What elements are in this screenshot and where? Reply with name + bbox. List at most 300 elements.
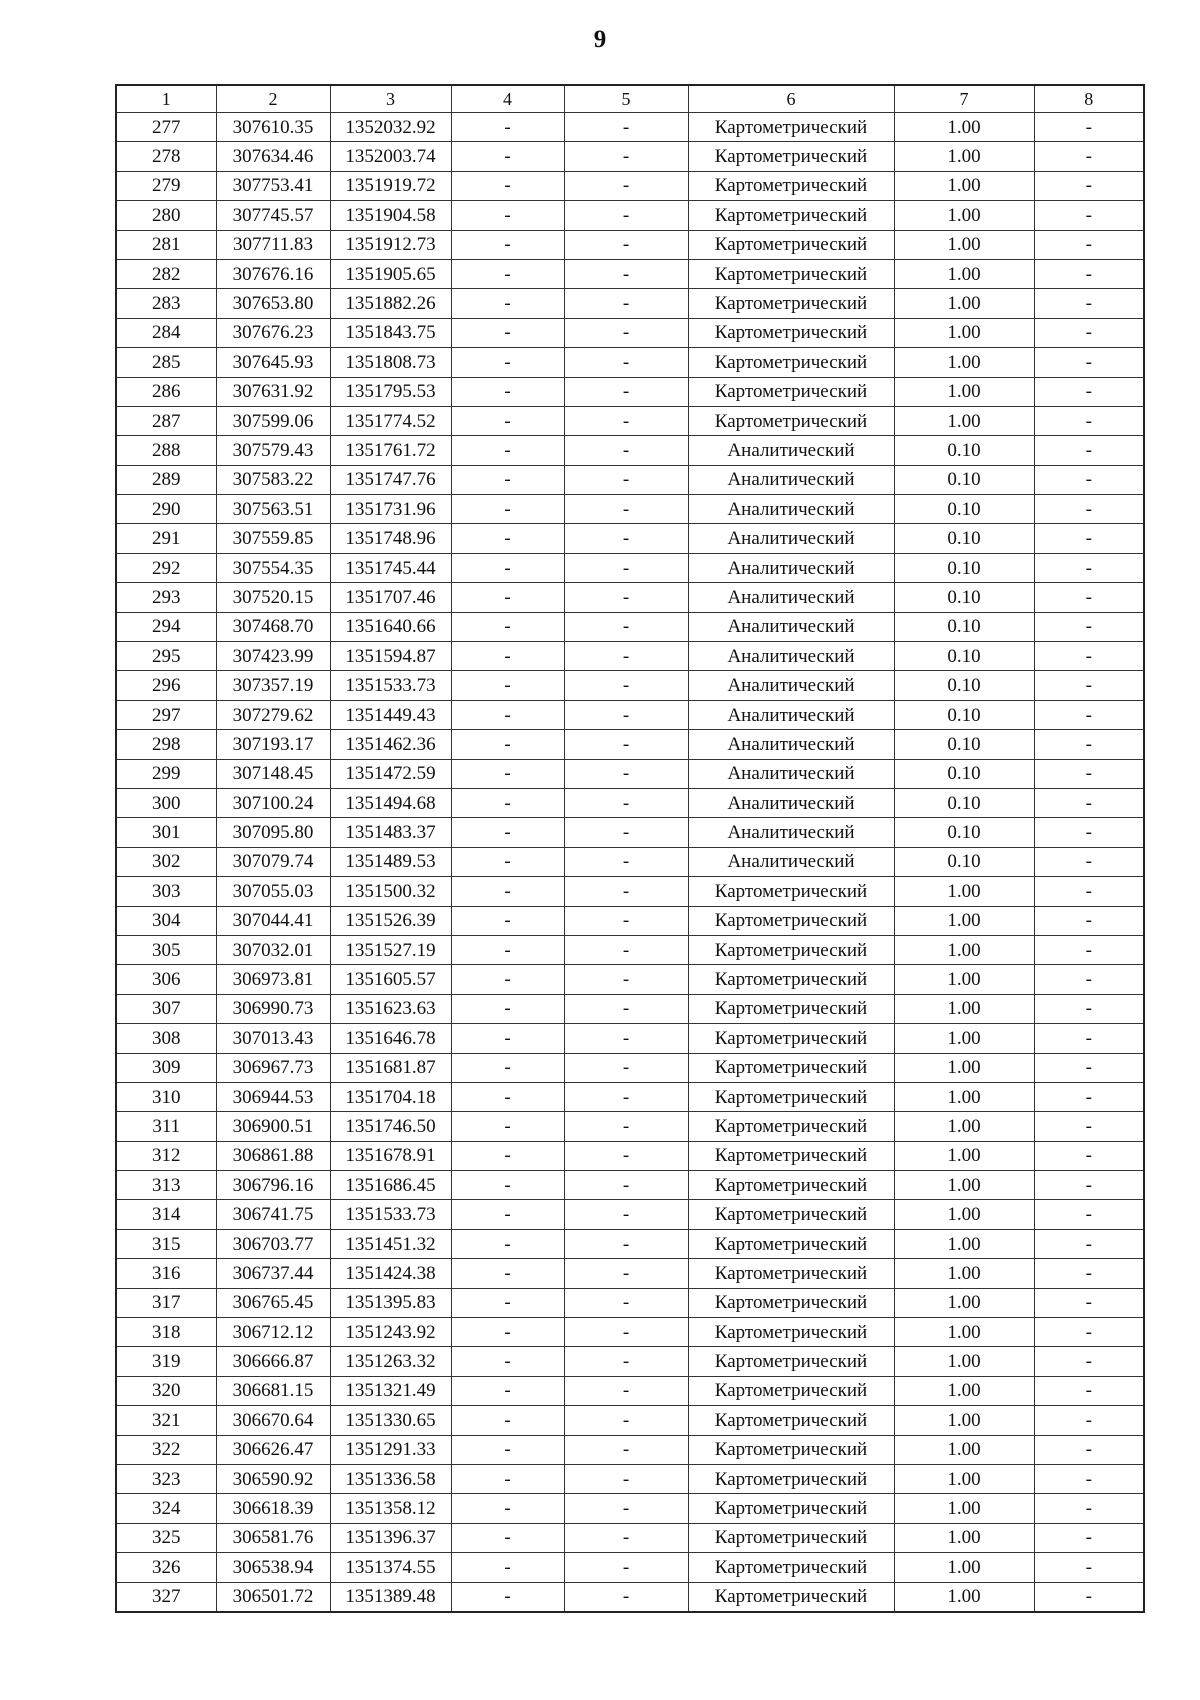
column-4-cell: - — [451, 524, 564, 553]
column-4-cell: - — [451, 1259, 564, 1288]
method-cell: Картометрический — [688, 1053, 894, 1082]
y-coordinate-cell: 1351904.58 — [330, 201, 451, 230]
y-coordinate-cell: 1351774.52 — [330, 406, 451, 435]
accuracy-cell: 1.00 — [894, 171, 1034, 200]
method-cell: Аналитический — [688, 700, 894, 729]
y-coordinate-cell: 1351321.49 — [330, 1376, 451, 1405]
point-number-cell: 278 — [116, 142, 216, 171]
point-number-cell: 291 — [116, 524, 216, 553]
column-4-cell: - — [451, 642, 564, 671]
accuracy-cell: 0.10 — [894, 788, 1034, 817]
y-coordinate-cell: 1351678.91 — [330, 1141, 451, 1170]
accuracy-cell: 1.00 — [894, 1053, 1034, 1082]
column-5-cell: - — [564, 318, 688, 347]
y-coordinate-cell: 1351483.37 — [330, 818, 451, 847]
y-coordinate-cell: 1351905.65 — [330, 259, 451, 288]
method-cell: Аналитический — [688, 671, 894, 700]
table-row — [116, 1259, 1144, 1288]
column-8-cell: - — [1034, 1288, 1144, 1317]
table-row — [116, 406, 1144, 435]
column-5-cell: - — [564, 348, 688, 377]
method-cell: Картометрический — [688, 1024, 894, 1053]
table-row — [116, 201, 1144, 230]
table-row — [116, 994, 1144, 1023]
table-row — [116, 935, 1144, 964]
point-number-cell: 323 — [116, 1464, 216, 1493]
y-coordinate-cell: 1351396.37 — [330, 1523, 451, 1552]
table-body — [116, 113, 1144, 1612]
column-8-cell: - — [1034, 1523, 1144, 1552]
y-coordinate-cell: 1351795.53 — [330, 377, 451, 406]
column-4-cell: - — [451, 1347, 564, 1376]
column-5-cell: - — [564, 1347, 688, 1376]
page-number: 9 — [593, 26, 607, 53]
y-coordinate-cell: 1351243.92 — [330, 1318, 451, 1347]
column-4-cell: - — [451, 1406, 564, 1435]
accuracy-cell: 1.00 — [894, 1435, 1034, 1464]
column-8-cell: - — [1034, 113, 1144, 142]
column-5-cell: - — [564, 436, 688, 465]
x-coordinate-cell: 306703.77 — [216, 1229, 330, 1258]
x-coordinate-cell: 307032.01 — [216, 935, 330, 964]
point-number-cell: 322 — [116, 1435, 216, 1464]
column-5-cell: - — [564, 1141, 688, 1170]
method-cell: Аналитический — [688, 759, 894, 788]
column-8-cell: - — [1034, 1053, 1144, 1082]
point-number-cell: 311 — [116, 1112, 216, 1141]
table-row — [116, 465, 1144, 494]
column-5-cell: - — [564, 1112, 688, 1141]
point-number-cell: 316 — [116, 1259, 216, 1288]
accuracy-cell: 1.00 — [894, 1024, 1034, 1053]
column-5-cell: - — [564, 1435, 688, 1464]
x-coordinate-cell: 306944.53 — [216, 1082, 330, 1111]
point-number-cell: 289 — [116, 465, 216, 494]
accuracy-cell: 0.10 — [894, 847, 1034, 876]
column-8-cell: - — [1034, 1464, 1144, 1493]
table-row — [116, 759, 1144, 788]
point-number-cell: 283 — [116, 289, 216, 318]
y-coordinate-cell: 1351533.73 — [330, 1200, 451, 1229]
column-8-cell: - — [1034, 847, 1144, 876]
column-5-cell: - — [564, 171, 688, 200]
point-number-cell: 296 — [116, 671, 216, 700]
column-5-cell: - — [564, 377, 688, 406]
method-cell: Картометрический — [688, 230, 894, 259]
y-coordinate-cell: 1351424.38 — [330, 1259, 451, 1288]
column-5-cell: - — [564, 524, 688, 553]
point-number-cell: 290 — [116, 495, 216, 524]
column-5-cell: - — [564, 1376, 688, 1405]
method-cell: Картометрический — [688, 1347, 894, 1376]
column-4-cell: - — [451, 465, 564, 494]
y-coordinate-cell: 1351389.48 — [330, 1582, 451, 1612]
column-8-cell: - — [1034, 230, 1144, 259]
method-cell: Картометрический — [688, 906, 894, 935]
point-number-cell: 301 — [116, 818, 216, 847]
method-cell: Аналитический — [688, 612, 894, 641]
accuracy-cell: 1.00 — [894, 201, 1034, 230]
x-coordinate-cell: 307100.24 — [216, 788, 330, 817]
method-cell: Картометрический — [688, 1582, 894, 1612]
column-5-cell: - — [564, 1229, 688, 1258]
method-cell: Картометрический — [688, 1523, 894, 1552]
accuracy-cell: 1.00 — [894, 1523, 1034, 1552]
accuracy-cell: 1.00 — [894, 994, 1034, 1023]
method-cell: Аналитический — [688, 642, 894, 671]
table-row — [116, 612, 1144, 641]
point-number-cell: 302 — [116, 847, 216, 876]
column-header-2: 2 — [216, 85, 330, 113]
column-4-cell: - — [451, 289, 564, 318]
table-row — [116, 1435, 1144, 1464]
column-4-cell: - — [451, 1318, 564, 1347]
x-coordinate-cell: 306765.45 — [216, 1288, 330, 1317]
column-4-cell: - — [451, 377, 564, 406]
column-5-cell: - — [564, 259, 688, 288]
method-cell: Аналитический — [688, 524, 894, 553]
column-4-cell: - — [451, 1171, 564, 1200]
accuracy-cell: 0.10 — [894, 436, 1034, 465]
point-number-cell: 300 — [116, 788, 216, 817]
method-cell: Картометрический — [688, 1435, 894, 1464]
x-coordinate-cell: 307079.74 — [216, 847, 330, 876]
method-cell: Картометрический — [688, 348, 894, 377]
table-row — [116, 1288, 1144, 1317]
column-8-cell: - — [1034, 142, 1144, 171]
column-8-cell: - — [1034, 906, 1144, 935]
column-5-cell: - — [564, 1082, 688, 1111]
point-number-cell: 292 — [116, 553, 216, 582]
method-cell: Картометрический — [688, 965, 894, 994]
table-row — [116, 524, 1144, 553]
method-cell: Картометрический — [688, 1406, 894, 1435]
method-cell: Аналитический — [688, 436, 894, 465]
column-8-cell: - — [1034, 1406, 1144, 1435]
column-5-cell: - — [564, 1171, 688, 1200]
accuracy-cell: 1.00 — [894, 1464, 1034, 1493]
table-header-row — [116, 85, 1144, 113]
method-cell: Картометрический — [688, 1200, 894, 1229]
column-4-cell: - — [451, 230, 564, 259]
y-coordinate-cell: 1351704.18 — [330, 1082, 451, 1111]
x-coordinate-cell: 307520.15 — [216, 583, 330, 612]
y-coordinate-cell: 1351747.76 — [330, 465, 451, 494]
y-coordinate-cell: 1351646.78 — [330, 1024, 451, 1053]
accuracy-cell: 1.00 — [894, 1082, 1034, 1111]
y-coordinate-cell: 1351605.57 — [330, 965, 451, 994]
column-header-1: 1 — [116, 85, 216, 113]
y-coordinate-cell: 1351594.87 — [330, 642, 451, 671]
column-4-cell: - — [451, 406, 564, 435]
y-coordinate-cell: 1351330.65 — [330, 1406, 451, 1435]
column-8-cell: - — [1034, 1376, 1144, 1405]
x-coordinate-cell: 307193.17 — [216, 730, 330, 759]
accuracy-cell: 0.10 — [894, 700, 1034, 729]
accuracy-cell: 0.10 — [894, 730, 1034, 759]
method-cell: Картометрический — [688, 1494, 894, 1523]
column-4-cell: - — [451, 171, 564, 200]
column-header-7: 7 — [894, 85, 1034, 113]
column-4-cell: - — [451, 1376, 564, 1405]
column-4-cell: - — [451, 1288, 564, 1317]
y-coordinate-cell: 1351843.75 — [330, 318, 451, 347]
column-4-cell: - — [451, 1523, 564, 1552]
column-8-cell: - — [1034, 1112, 1144, 1141]
column-4-cell: - — [451, 788, 564, 817]
point-number-cell: 295 — [116, 642, 216, 671]
method-cell: Картометрический — [688, 1318, 894, 1347]
column-4-cell: - — [451, 965, 564, 994]
x-coordinate-cell: 307631.92 — [216, 377, 330, 406]
method-cell: Картометрический — [688, 171, 894, 200]
y-coordinate-cell: 1351919.72 — [330, 171, 451, 200]
column-5-cell: - — [564, 142, 688, 171]
point-number-cell: 282 — [116, 259, 216, 288]
column-8-cell: - — [1034, 877, 1144, 906]
point-number-cell: 310 — [116, 1082, 216, 1111]
point-number-cell: 284 — [116, 318, 216, 347]
y-coordinate-cell: 1351451.32 — [330, 1229, 451, 1258]
table-row — [116, 1553, 1144, 1582]
y-coordinate-cell: 1351291.33 — [330, 1435, 451, 1464]
point-number-cell: 285 — [116, 348, 216, 377]
column-5-cell: - — [564, 1318, 688, 1347]
column-4-cell: - — [451, 1112, 564, 1141]
column-5-cell: - — [564, 994, 688, 1023]
column-8-cell: - — [1034, 1141, 1144, 1170]
accuracy-cell: 1.00 — [894, 406, 1034, 435]
point-number-cell: 306 — [116, 965, 216, 994]
point-number-cell: 320 — [116, 1376, 216, 1405]
x-coordinate-cell: 306670.64 — [216, 1406, 330, 1435]
point-number-cell: 277 — [116, 113, 216, 142]
method-cell: Картометрический — [688, 877, 894, 906]
x-coordinate-cell: 307634.46 — [216, 142, 330, 171]
accuracy-cell: 1.00 — [894, 935, 1034, 964]
column-8-cell: - — [1034, 642, 1144, 671]
x-coordinate-cell: 306618.39 — [216, 1494, 330, 1523]
x-coordinate-cell: 307468.70 — [216, 612, 330, 641]
column-8-cell: - — [1034, 1494, 1144, 1523]
x-coordinate-cell: 306967.73 — [216, 1053, 330, 1082]
method-cell: Аналитический — [688, 788, 894, 817]
accuracy-cell: 1.00 — [894, 289, 1034, 318]
method-cell: Аналитический — [688, 583, 894, 612]
column-header-5: 5 — [564, 85, 688, 113]
table-row — [116, 1464, 1144, 1493]
y-coordinate-cell: 1351882.26 — [330, 289, 451, 318]
table-row — [116, 788, 1144, 817]
column-8-cell: - — [1034, 1553, 1144, 1582]
table-row — [116, 965, 1144, 994]
column-4-cell: - — [451, 730, 564, 759]
accuracy-cell: 0.10 — [894, 465, 1034, 494]
table-row — [116, 1347, 1144, 1376]
column-5-cell: - — [564, 1523, 688, 1552]
column-5-cell: - — [564, 788, 688, 817]
column-5-cell: - — [564, 671, 688, 700]
accuracy-cell: 1.00 — [894, 1406, 1034, 1435]
x-coordinate-cell: 307745.57 — [216, 201, 330, 230]
x-coordinate-cell: 307559.85 — [216, 524, 330, 553]
x-coordinate-cell: 307055.03 — [216, 877, 330, 906]
column-8-cell: - — [1034, 1259, 1144, 1288]
column-header-8: 8 — [1034, 85, 1144, 113]
y-coordinate-cell: 1351489.53 — [330, 847, 451, 876]
column-4-cell: - — [451, 113, 564, 142]
column-4-cell: - — [451, 847, 564, 876]
x-coordinate-cell: 307279.62 — [216, 700, 330, 729]
point-number-cell: 326 — [116, 1553, 216, 1582]
column-4-cell: - — [451, 318, 564, 347]
method-cell: Картометрический — [688, 1259, 894, 1288]
method-cell: Картометрический — [688, 289, 894, 318]
column-5-cell: - — [564, 289, 688, 318]
column-4-cell: - — [451, 906, 564, 935]
accuracy-cell: 1.00 — [894, 1171, 1034, 1200]
accuracy-cell: 1.00 — [894, 1318, 1034, 1347]
column-8-cell: - — [1034, 994, 1144, 1023]
point-number-cell: 308 — [116, 1024, 216, 1053]
method-cell: Картометрический — [688, 1141, 894, 1170]
point-number-cell: 304 — [116, 906, 216, 935]
y-coordinate-cell: 1351494.68 — [330, 788, 451, 817]
table-row — [116, 1406, 1144, 1435]
x-coordinate-cell: 307563.51 — [216, 495, 330, 524]
accuracy-cell: 1.00 — [894, 1200, 1034, 1229]
accuracy-cell: 1.00 — [894, 1288, 1034, 1317]
column-header-6: 6 — [688, 85, 894, 113]
y-coordinate-cell: 1351748.96 — [330, 524, 451, 553]
y-coordinate-cell: 1351374.55 — [330, 1553, 451, 1582]
column-8-cell: - — [1034, 1347, 1144, 1376]
method-cell: Аналитический — [688, 495, 894, 524]
column-4-cell: - — [451, 1024, 564, 1053]
method-cell: Картометрический — [688, 935, 894, 964]
method-cell: Картометрический — [688, 113, 894, 142]
point-number-cell: 318 — [116, 1318, 216, 1347]
column-5-cell: - — [564, 700, 688, 729]
y-coordinate-cell: 1351527.19 — [330, 935, 451, 964]
column-8-cell: - — [1034, 1435, 1144, 1464]
method-cell: Картометрический — [688, 201, 894, 230]
y-coordinate-cell: 1351761.72 — [330, 436, 451, 465]
point-number-cell: 294 — [116, 612, 216, 641]
y-coordinate-cell: 1351500.32 — [330, 877, 451, 906]
method-cell: Картометрический — [688, 318, 894, 347]
column-8-cell: - — [1034, 259, 1144, 288]
x-coordinate-cell: 307357.19 — [216, 671, 330, 700]
y-coordinate-cell: 1351472.59 — [330, 759, 451, 788]
point-number-cell: 303 — [116, 877, 216, 906]
x-coordinate-cell: 307148.45 — [216, 759, 330, 788]
accuracy-cell: 0.10 — [894, 818, 1034, 847]
accuracy-cell: 1.00 — [894, 259, 1034, 288]
table-row — [116, 348, 1144, 377]
table-row — [116, 318, 1144, 347]
x-coordinate-cell: 306681.15 — [216, 1376, 330, 1405]
point-number-cell: 299 — [116, 759, 216, 788]
point-number-cell: 279 — [116, 171, 216, 200]
x-coordinate-cell: 307753.41 — [216, 171, 330, 200]
column-8-cell: - — [1034, 377, 1144, 406]
column-4-cell: - — [451, 142, 564, 171]
column-8-cell: - — [1034, 965, 1144, 994]
column-4-cell: - — [451, 994, 564, 1023]
accuracy-cell: 1.00 — [894, 230, 1034, 259]
point-number-cell: 309 — [116, 1053, 216, 1082]
accuracy-cell: 1.00 — [894, 1553, 1034, 1582]
method-cell: Картометрический — [688, 1288, 894, 1317]
column-5-cell: - — [564, 1259, 688, 1288]
method-cell: Картометрический — [688, 406, 894, 435]
x-coordinate-cell: 307711.83 — [216, 230, 330, 259]
y-coordinate-cell: 1351358.12 — [330, 1494, 451, 1523]
column-4-cell: - — [451, 1141, 564, 1170]
table-row — [116, 377, 1144, 406]
y-coordinate-cell: 1351462.36 — [330, 730, 451, 759]
column-8-cell: - — [1034, 406, 1144, 435]
method-cell: Аналитический — [688, 847, 894, 876]
table-row — [116, 671, 1144, 700]
column-8-cell: - — [1034, 495, 1144, 524]
x-coordinate-cell: 307095.80 — [216, 818, 330, 847]
column-8-cell: - — [1034, 171, 1144, 200]
accuracy-cell: 1.00 — [894, 113, 1034, 142]
column-4-cell: - — [451, 612, 564, 641]
table-row — [116, 1053, 1144, 1082]
x-coordinate-cell: 307599.06 — [216, 406, 330, 435]
accuracy-cell: 1.00 — [894, 142, 1034, 171]
table-row — [116, 1082, 1144, 1111]
column-8-cell: - — [1034, 759, 1144, 788]
column-4-cell: - — [451, 700, 564, 729]
column-5-cell: - — [564, 965, 688, 994]
point-number-cell: 325 — [116, 1523, 216, 1552]
column-5-cell: - — [564, 730, 688, 759]
y-coordinate-cell: 1351640.66 — [330, 612, 451, 641]
column-8-cell: - — [1034, 700, 1144, 729]
x-coordinate-cell: 306712.12 — [216, 1318, 330, 1347]
column-8-cell: - — [1034, 1082, 1144, 1111]
column-5-cell: - — [564, 553, 688, 582]
column-8-cell: - — [1034, 524, 1144, 553]
column-4-cell: - — [451, 671, 564, 700]
column-8-cell: - — [1034, 436, 1144, 465]
y-coordinate-cell: 1351449.43 — [330, 700, 451, 729]
accuracy-cell: 0.10 — [894, 642, 1034, 671]
column-4-cell: - — [451, 1553, 564, 1582]
x-coordinate-cell: 306973.81 — [216, 965, 330, 994]
table-row — [116, 171, 1144, 200]
column-5-cell: - — [564, 1406, 688, 1435]
point-number-cell: 317 — [116, 1288, 216, 1317]
column-4-cell: - — [451, 1494, 564, 1523]
column-8-cell: - — [1034, 583, 1144, 612]
point-number-cell: 286 — [116, 377, 216, 406]
accuracy-cell: 0.10 — [894, 583, 1034, 612]
x-coordinate-cell: 306666.87 — [216, 1347, 330, 1376]
x-coordinate-cell: 306900.51 — [216, 1112, 330, 1141]
method-cell: Картометрический — [688, 1112, 894, 1141]
method-cell: Картометрический — [688, 1376, 894, 1405]
method-cell: Картометрический — [688, 1464, 894, 1493]
method-cell: Картометрический — [688, 1229, 894, 1258]
table-row — [116, 642, 1144, 671]
column-5-cell: - — [564, 113, 688, 142]
x-coordinate-cell: 306796.16 — [216, 1171, 330, 1200]
